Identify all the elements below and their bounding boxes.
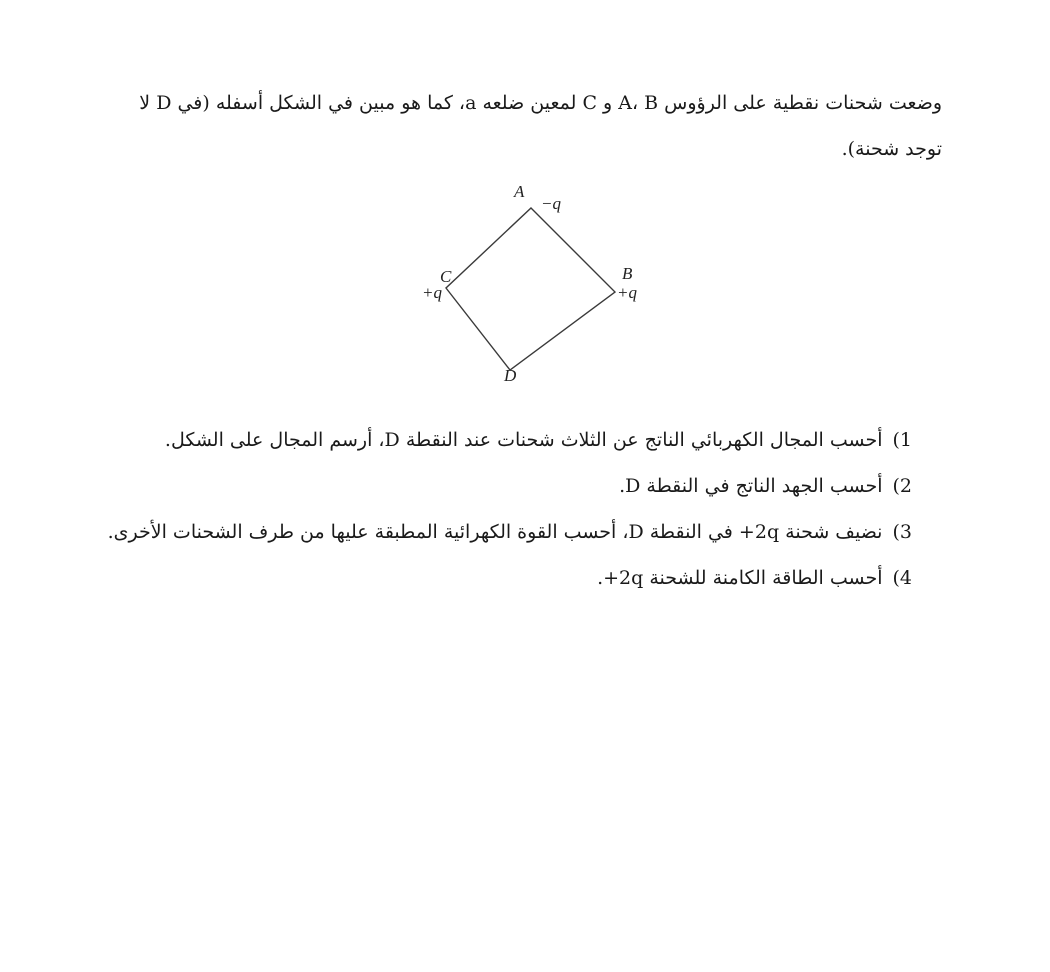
rhombus-diagram (410, 175, 650, 390)
question-item (52, 468, 912, 514)
question-number: 1) (892, 429, 912, 451)
question-item (52, 422, 912, 468)
rhombus-figure (410, 175, 650, 390)
problem-statement-line-1: وضعت شحنات نقطية على الرؤوس A، B و C لمعين ضلعه a، كما هو مبين في الشكل أسفله (في D لا (139, 92, 942, 114)
question-item (52, 560, 912, 606)
vertex-d-label: D (504, 366, 517, 385)
problem-statement-line-2: توجد شحنة). (841, 138, 942, 160)
question-text: أحسب المجال الكهربائي الناتج عن الثلاث شحنات عند النقطة D، أرسم المجال على الشكل. (164, 429, 883, 451)
vertex-a-charge: −q (541, 194, 561, 213)
question-text: نضيف شحنة 2q+ في النقطة D، أحسب القوة الكهرائية المطبقة عليها من طرف الشحنات الأخرى. (107, 521, 883, 543)
question-number: 2) (892, 475, 912, 497)
vertex-c-charge: +q (422, 283, 442, 302)
question-text: أحسب الجهد الناتج في النقطة D. (619, 475, 883, 497)
vertex-c-label: C (440, 267, 452, 286)
question-number: 4) (892, 567, 912, 589)
vertex-b-charge: +q (617, 283, 637, 302)
question-number: 3) (892, 521, 912, 543)
rhombus-shape (446, 208, 615, 370)
question-item (52, 514, 912, 560)
question-text: أحسب الطاقة الكامنة للشحنة 2q+. (597, 567, 883, 589)
problem-statement (80, 80, 942, 172)
vertex-b-label: B (622, 264, 633, 283)
question-list (52, 422, 912, 606)
vertex-a-label: A (514, 182, 525, 201)
